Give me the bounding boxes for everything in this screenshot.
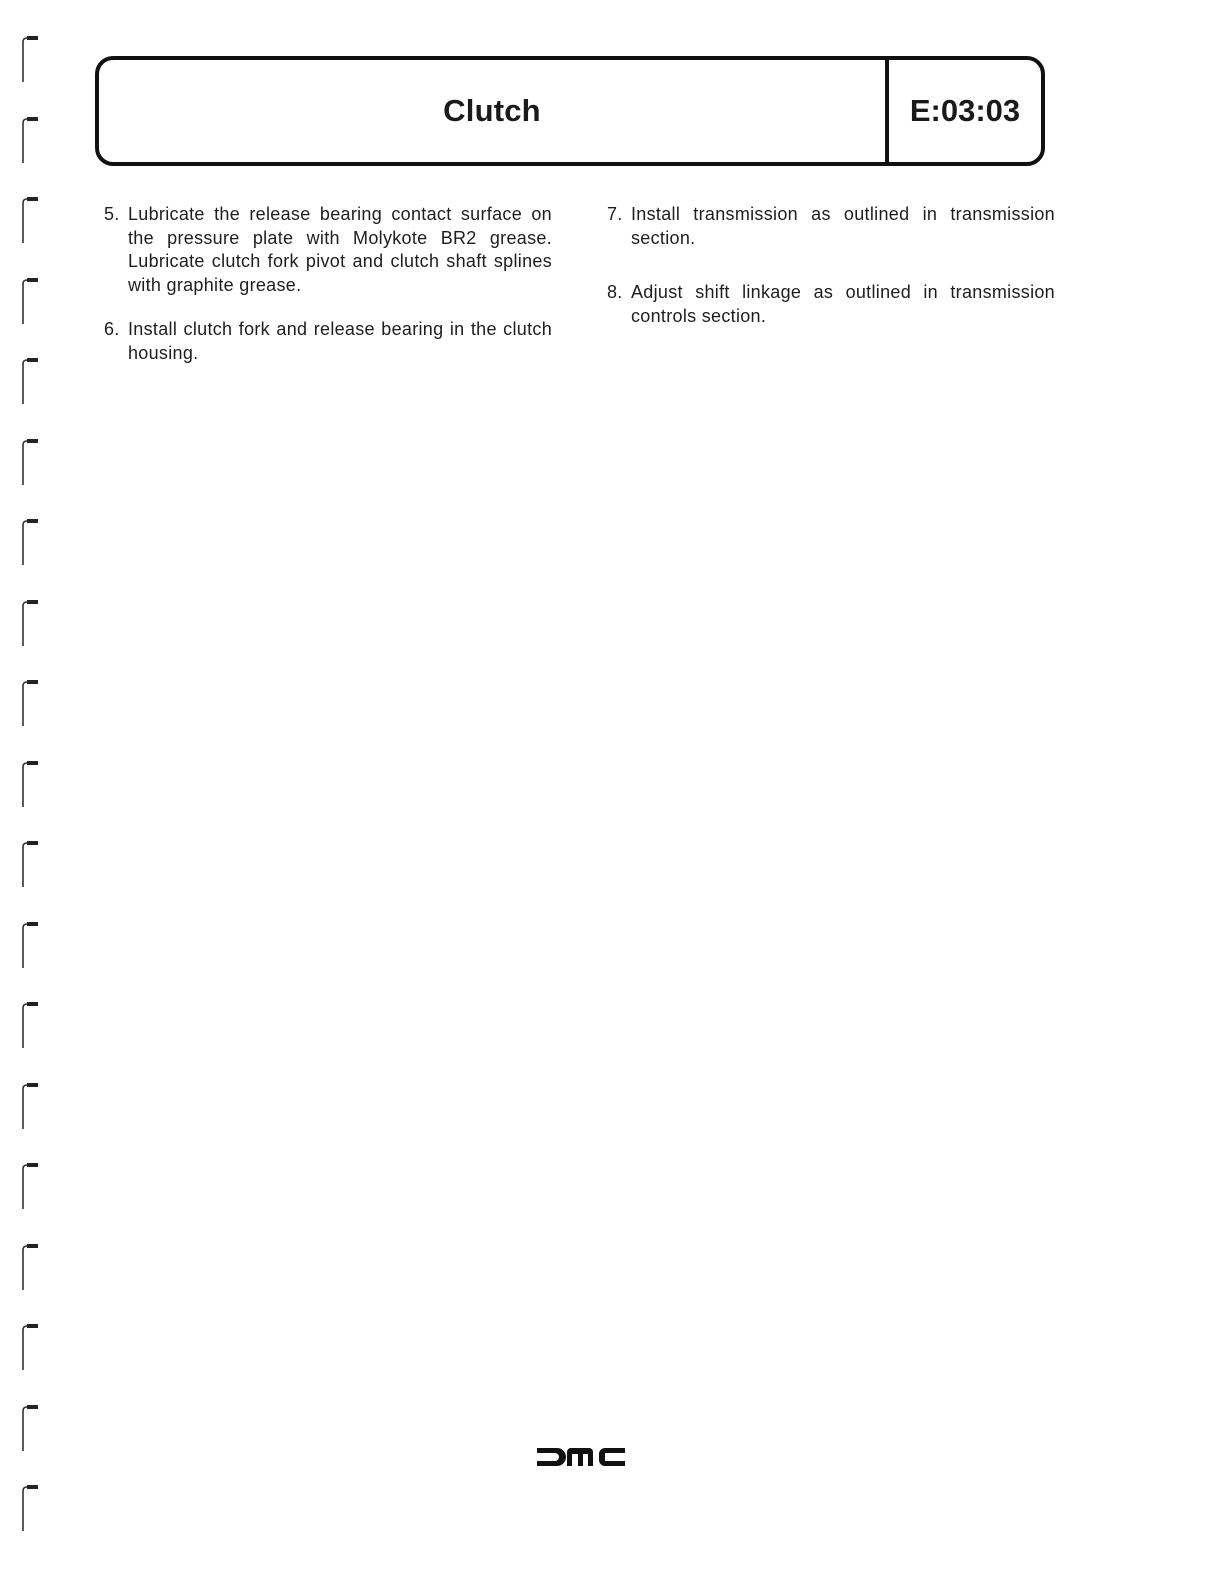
page-title: Clutch bbox=[443, 93, 541, 128]
section-code: E:03:03 bbox=[885, 60, 1041, 162]
step-text: Adjust shift linkage as outlined in transmission controls section. bbox=[631, 282, 1055, 326]
binder-ring-icon bbox=[18, 439, 40, 487]
binder-ring-icon bbox=[18, 1405, 40, 1453]
list-item bbox=[607, 203, 1055, 250]
binder-ring-icon bbox=[18, 1324, 40, 1372]
binder-ring-icon bbox=[18, 197, 40, 245]
list-item bbox=[104, 203, 552, 297]
binder-ring-icon bbox=[18, 600, 40, 648]
binder-ring-icon bbox=[18, 680, 40, 728]
step-number: 8. bbox=[607, 282, 623, 302]
step-number: 7. bbox=[607, 204, 623, 224]
binder-ring-icon bbox=[18, 841, 40, 889]
binder-ring-icon bbox=[18, 117, 40, 165]
list-item bbox=[607, 281, 1055, 328]
step-number: 5. bbox=[104, 204, 120, 224]
binder-ring-icon bbox=[18, 1244, 40, 1292]
binder-ring-icon bbox=[18, 36, 40, 84]
binder-ring-icon bbox=[18, 519, 40, 567]
step-text: Lubricate the release bearing contact surface on the pressure plate with Molykote BR2 grease. Lubricate clutch fork pivot and clutch shaft splines with graphite grease. bbox=[128, 204, 552, 295]
binder-ring-icon bbox=[18, 1485, 40, 1533]
left-column bbox=[104, 203, 552, 386]
step-text: Install transmission as outlined in transmission section. bbox=[631, 204, 1055, 248]
page-header bbox=[95, 56, 1045, 166]
binder-ring-icon bbox=[18, 278, 40, 326]
binder-ring-icon bbox=[18, 761, 40, 809]
binder-ring-icon bbox=[18, 1083, 40, 1131]
step-text: Install clutch fork and release bearing in the clutch housing. bbox=[128, 319, 552, 363]
binder-ring-icon bbox=[18, 358, 40, 406]
binder-ring-icon bbox=[18, 922, 40, 970]
binder-ring-strip bbox=[18, 36, 48, 1536]
step-number: 6. bbox=[104, 319, 120, 339]
dmc-logo-icon bbox=[535, 1444, 627, 1470]
right-column bbox=[607, 203, 1055, 359]
binder-ring-icon bbox=[18, 1002, 40, 1050]
list-item bbox=[104, 318, 552, 365]
binder-ring-icon bbox=[18, 1163, 40, 1211]
